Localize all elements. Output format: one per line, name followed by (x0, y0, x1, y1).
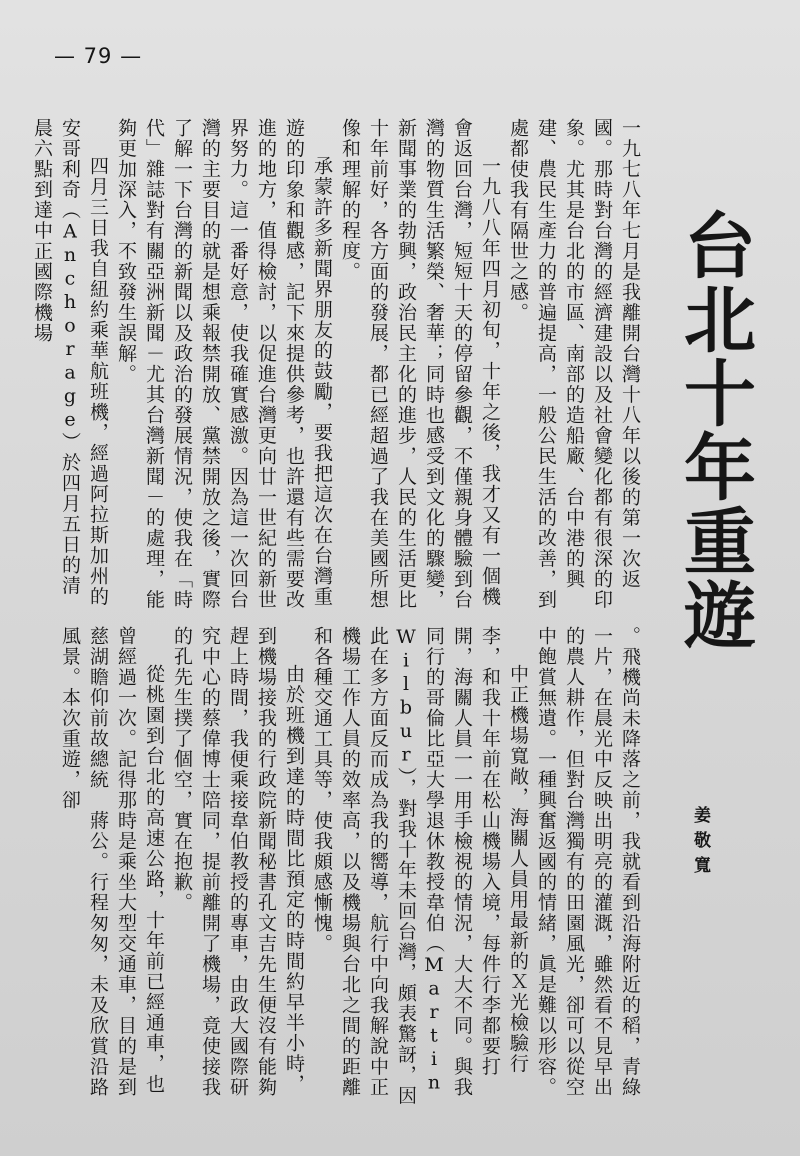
paragraph: 四月三日我自紐約乘華航班機，經過阿拉斯加州的安哥利奇（Anchorage）於四月五日的清晨六點到達中正國際機場 (31, 118, 109, 607)
paragraph: 一九八八年四月初旬，十年之後，我才又有一個機會返回台灣，短短十天的停留參觀，不僅親身體驗到台灣的物質生活繁榮、奢華；同時也感受到文化的驟變，新聞事業的勃興，政治民主化的進步，人民的生活更比十年前好，各方面的發展，都已經超過了我在美國所想像和理解的程度。 (339, 118, 501, 610)
lower-text-column (44, 626, 644, 1106)
paragraph: 中正機場寬敞，海關人員用最新的Ｘ光檢驗行李，和我十年前在松山機場入境，每件行李都要打開，海關人員一一用手檢視的情況，大大不同。與我同行的哥倫比亞大學退休教授韋伯（Martin Wilbur），對我十年未回台灣，頗表驚訝，因此在多方面反而成為我的嚮導，航行中向我解說中正機場工作人員的效率高，以及機場與台北之間的距離和各種交通工具等，使我頗感慚愧。 (311, 626, 529, 1106)
paragraph: 由於班機到達的時間比預定的時間約早半小時，到機場接我的行政院新聞秘書孔文吉先生便沒有能夠趕上時間，我便乘接韋伯教授的專車，由政大國際研究中心的蔡偉博士陪同，提前離開了機場，竟使接我的孔先生撲了個空，實在抱歉。 (171, 626, 305, 1098)
author-name: 姜敬寬 (690, 806, 710, 881)
paragraph: 。飛機尚未降落之前，我就看到沿海附近的稻，青綠一片，在晨光中反映出明亮的灌溉，雖然看不見早出的農人耕作，但對台灣獨有的田園風光，卻可以從空中飽賞無遺。一種興奮返國的情緒，眞是難以形容。 (535, 626, 641, 1098)
paragraph: 承蒙許多新聞界朋友的鼓勵，要我把這次在台灣重遊的印象和觀感，記下來提供參考，也許還有些需要改進的地方，值得檢討，以促進台灣更向廿一世紀的新世界努力。這一番好意，使我確實感激。因為這一次回台灣的主要目的就是想乘報禁開放、黨禁開放之後，實際了解一下台灣的新聞以及政治的發展情況，使我在「時代」雜誌對有關亞洲新聞－尤其台灣新聞－的處理，能夠更加深入，不致發生誤解。 (115, 118, 333, 610)
paragraph: 從桃園到台北的高速公路，十年前已經通車，也曾經過一次。記得那時是乘坐大型交通車，目的是到慈湖瞻仰前故總統 蔣公。行程匆匆，未及欣賞沿路風景。本次重遊，卻 (59, 626, 165, 1098)
upper-text-column (31, 118, 644, 616)
article-title: 台北十年重遊 (672, 208, 756, 652)
paragraph: 一九七八年七月是我離開台灣十八年以後的第一次返國。那時對台灣的經濟建設以及社會變化都有很深的印象。尤其是台北的市區、南部的造船廠、台中港的興建、農民生產力的普遍提高，一般公民生活的改善，到處都使我有隔世之感。 (507, 118, 641, 610)
page-number: — 79 — (54, 44, 143, 68)
